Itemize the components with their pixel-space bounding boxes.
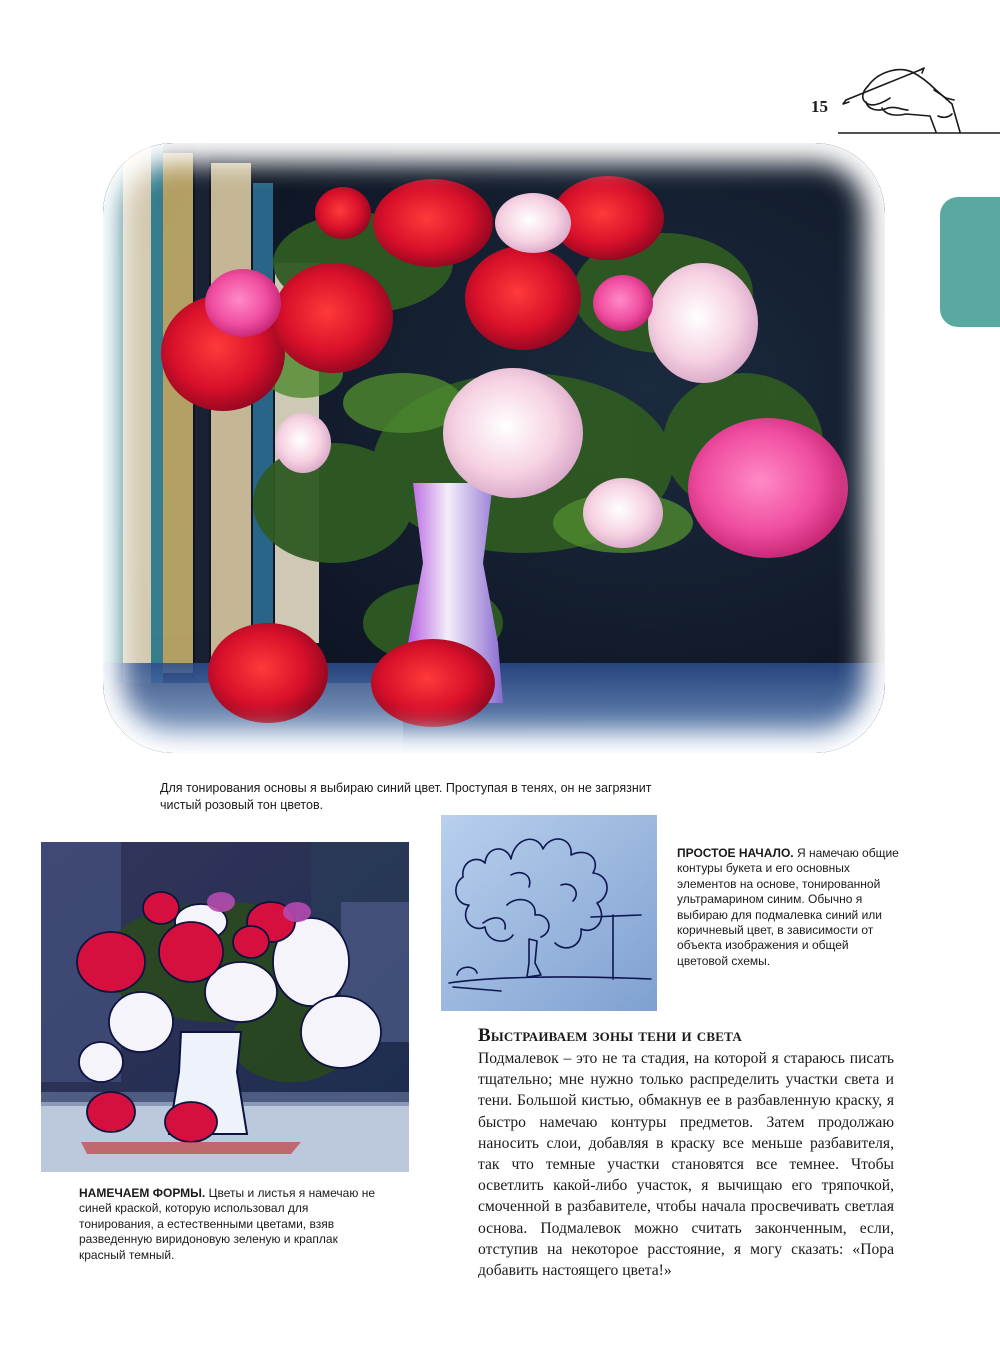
sketch-caption-text: Я намечаю общие контуры букета и его основных элементов на основе, тонированной ультрамарином синим. Обычно я выбираю для подмалевка синий или коричневый цвет, в зависимости от объекта изображения и общей цветовой схемы. [677, 846, 899, 968]
underpainting-painting [41, 842, 409, 1172]
page-number: 15 [811, 97, 828, 116]
main-image-caption: Для тонирования основы я выбираю синий цвет. Проступая в тенях, он не загрязнит чистый розовый тон цветов. [160, 781, 652, 812]
underpainting-caption [79, 1186, 379, 1263]
underpainting-caption-title: НАМЕЧАЕМ ФОРМЫ. [79, 1186, 206, 1200]
main-painting [103, 143, 885, 753]
hand-with-pencil-icon [838, 44, 1000, 144]
section-body-text: Подмалевок – это не та стадия, на которой я стараюсь писать тщательно; мне нужно только распределить участки света и тени. Большой кистью, обмакнув ее в разбавленную краску, я быстро намечаю контуры предметов. Затем продолжаю наносить слои, добавляя в краску все меньше разбавителя, так что темные участки становятся все темнее. Чтобы осветлить какой-либо участок, я вычищаю его тряпочкой, смоченной в разбавителе, чтобы начала просвечивать светлая основа. Подмалевок можно считать законченным, если, отступив на некоторое расстояние, я могу сказать: «Пора добавить настоящего цвета!» [478, 1050, 894, 1280]
sketch-caption [677, 846, 902, 969]
sketch-drawing [441, 815, 657, 1011]
underpainting-caption-text: Цветы и листья я намечаю не синей краской, которую использовал для тонирования, а естественными цветами, взяв разведенную виридоновую зеленую и краплак красный темный. [79, 1186, 375, 1262]
section-tab [940, 197, 1000, 327]
sketch-caption-title: ПРОСТОЕ НАЧАЛО. [677, 846, 794, 860]
section-heading: Выстраиваем зоны тени и света [478, 1025, 742, 1046]
